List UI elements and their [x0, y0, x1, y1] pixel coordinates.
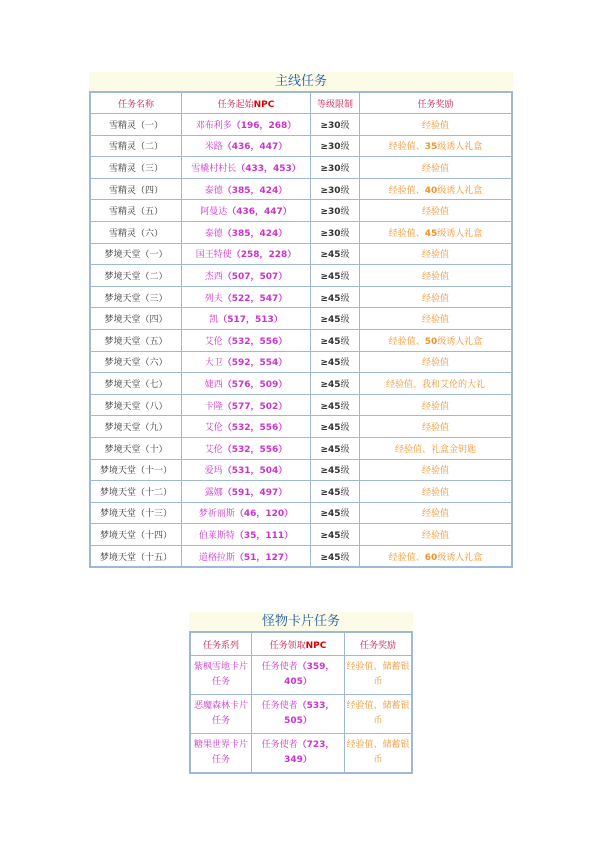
table-row: [90, 157, 512, 179]
reward-text: 经验值: [421, 531, 449, 542]
reward-level: 35: [424, 142, 438, 153]
quest-reward: [360, 394, 513, 416]
quest-reward: [360, 502, 513, 524]
npc-coord: （51，127）: [234, 552, 294, 563]
card-npc: [252, 734, 345, 774]
quest-name: 雪精灵（四）: [90, 178, 182, 200]
level-value: ≥45: [320, 423, 341, 434]
npc-coord: （533，505）: [284, 701, 335, 726]
level-unit: 级: [340, 531, 350, 542]
level-unit: 级: [340, 163, 350, 174]
quest-npc: [182, 373, 311, 395]
npc-coord: （592，554）: [222, 358, 288, 369]
table-row: [90, 437, 512, 459]
card-series: 恶魔森林卡片任务: [190, 695, 252, 734]
level-value: ≥45: [320, 531, 341, 542]
table-row: [90, 329, 512, 351]
table-row: [90, 178, 512, 200]
reward-level: 50: [424, 336, 438, 347]
header-npc: [182, 92, 311, 114]
npc-name: 阿曼达: [200, 207, 228, 218]
quest-npc: [182, 545, 311, 567]
reward-text: 经验值: [421, 487, 449, 498]
npc-name: 大卫: [204, 358, 223, 369]
npc-coord: （531，504）: [222, 466, 288, 477]
quest-npc: [182, 221, 311, 243]
level-value: ≥45: [320, 293, 341, 304]
level-value: ≥45: [320, 315, 341, 326]
quest-level: [311, 373, 360, 395]
header-reward: 任务奖励: [345, 632, 413, 656]
quest-name: 梦境天堂（十四）: [90, 524, 182, 546]
npc-coord: （532，556）: [222, 336, 288, 347]
level-unit: 级: [340, 228, 350, 239]
npc-name: 任务使者: [261, 662, 298, 672]
quest-name: 雪精灵（二）: [90, 135, 182, 157]
reward-text: 经验值: [421, 423, 449, 434]
quest-npc: [182, 157, 311, 179]
table-row: [190, 734, 412, 774]
quest-name: 梦境天堂（二）: [90, 265, 182, 287]
level-value: ≥45: [320, 401, 341, 412]
npc-coord: （359，405）: [284, 662, 335, 687]
reward-text: 经验值: [421, 509, 449, 520]
quest-reward: [360, 545, 513, 567]
quest-reward: [360, 200, 513, 222]
reward-text: 经验值: [421, 358, 449, 369]
quest-reward: [360, 178, 513, 200]
quest-level: [311, 178, 360, 200]
quest-name: 梦境天堂（十三）: [90, 502, 182, 524]
reward-prefix: 经验值、: [388, 142, 425, 153]
table-row: [190, 656, 412, 695]
header-npc: [252, 632, 345, 656]
table-row: [90, 481, 512, 503]
npc-name: 艾伦: [204, 336, 223, 347]
reward-level: 40: [424, 185, 438, 196]
npc-coord: （35，111）: [234, 531, 294, 542]
npc-coord: （577，502）: [222, 401, 288, 412]
quest-level: [311, 545, 360, 567]
quest-npc: [182, 524, 311, 546]
header-level: 等级限制: [311, 92, 360, 114]
npc-coord: （507，507）: [222, 271, 288, 282]
quest-level: [311, 265, 360, 287]
reward-prefix: 经验值、: [388, 185, 425, 196]
header-npc-prefix: 任务领取: [269, 640, 306, 651]
header-reward: 任务奖励: [360, 92, 513, 114]
npc-name: 任务使者: [261, 701, 298, 711]
table-row: [90, 308, 512, 330]
npc-name: 杰西: [204, 271, 223, 282]
quest-level: [311, 437, 360, 459]
quest-name: 梦境天堂（六）: [90, 351, 182, 373]
table-row: [190, 695, 412, 734]
card-series: 紫枫雪地卡片任务: [190, 656, 252, 695]
table-row: [90, 502, 512, 524]
card-npc: [252, 656, 345, 695]
quest-npc: [182, 502, 311, 524]
quest-npc: [182, 416, 311, 438]
level-value: ≥45: [320, 336, 341, 347]
npc-name: 伯莱斯特: [198, 531, 235, 542]
table-row: [90, 265, 512, 287]
quest-level: [311, 481, 360, 503]
quest-level: [311, 416, 360, 438]
header-npc-suffix: NPC: [253, 99, 275, 110]
reward-text: 经验值: [421, 120, 449, 131]
npc-coord: （532，556）: [222, 444, 288, 455]
quest-reward: [360, 373, 513, 395]
table-row: [90, 286, 512, 308]
quest-level: [311, 135, 360, 157]
level-value: ≥45: [320, 444, 341, 455]
level-unit: 级: [340, 401, 350, 412]
quest-level: [311, 243, 360, 265]
quest-reward: [360, 329, 513, 351]
table-row: [90, 459, 512, 481]
quest-reward: [360, 157, 513, 179]
quest-level: [311, 308, 360, 330]
quest-npc: [182, 114, 311, 136]
npc-name: 邓布利多: [195, 120, 232, 131]
npc-name: 列夫: [204, 293, 223, 304]
quest-level: [311, 200, 360, 222]
quest-level: [311, 114, 360, 136]
reward-prefix: 经验值、: [388, 228, 425, 239]
level-unit: 级: [340, 293, 350, 304]
npc-name: 卡隆: [204, 401, 223, 412]
level-unit: 级: [340, 207, 350, 218]
npc-coord: （436，447）: [227, 207, 292, 218]
quest-reward: [360, 265, 513, 287]
header-name: 任务名称: [90, 92, 182, 114]
quest-npc: [182, 351, 311, 373]
card-reward: 经验值、储蓄银币: [345, 656, 413, 695]
level-unit: 级: [340, 315, 350, 326]
quest-level: [311, 502, 360, 524]
quest-name: 雪精灵（三）: [90, 157, 182, 179]
npc-coord: （723，349）: [284, 740, 335, 765]
quest-reward: [360, 437, 513, 459]
level-value: ≥30: [320, 185, 341, 196]
reward-prefix: 经验值、: [388, 552, 425, 563]
reward-text: 经验值: [421, 163, 449, 174]
quest-name: 梦境天堂（九）: [90, 416, 182, 438]
card-quest-title: 怪物卡片任务: [189, 612, 413, 632]
npc-name: 道格拉斯: [198, 552, 235, 563]
level-unit: 级: [340, 336, 350, 347]
level-unit: 级: [340, 487, 350, 498]
quest-reward: [360, 524, 513, 546]
npc-name: 雪橇村村长: [191, 163, 237, 174]
reward-level: 45: [424, 228, 438, 239]
level-unit: 级: [340, 552, 350, 563]
level-unit: 级: [340, 358, 350, 369]
reward-level: 60: [424, 552, 438, 563]
npc-coord: （385，424）: [222, 228, 288, 239]
quest-npc: [182, 286, 311, 308]
quest-npc: [182, 243, 311, 265]
npc-coord: （433，453）: [236, 163, 301, 174]
level-value: ≥45: [320, 552, 341, 563]
level-unit: 级: [340, 444, 350, 455]
table-header-row: [90, 92, 512, 114]
table-row: [90, 221, 512, 243]
quest-reward: [360, 351, 513, 373]
level-unit: 级: [340, 185, 350, 196]
reward-suffix: 级诱人礼盒: [437, 228, 483, 239]
quest-npc: [182, 308, 311, 330]
reward-text: 经验值: [421, 293, 449, 304]
quest-level: [311, 394, 360, 416]
reward-text: 经验值: [421, 250, 449, 261]
npc-name: 泰德: [204, 185, 223, 196]
card-series: 糖果世界卡片任务: [190, 734, 252, 774]
level-unit: 级: [340, 271, 350, 282]
main-quest-title: 主线任务: [89, 72, 513, 92]
quest-npc: [182, 200, 311, 222]
table-row: [90, 200, 512, 222]
reward-text: 经验值、礼盒金钥匙: [394, 444, 476, 455]
table-header-row: [190, 632, 412, 656]
table-row: [90, 243, 512, 265]
quest-reward: [360, 243, 513, 265]
level-unit: 级: [340, 509, 350, 520]
npc-name: 艾伦: [204, 444, 223, 455]
quest-level: [311, 351, 360, 373]
quest-level: [311, 459, 360, 481]
quest-level: [311, 157, 360, 179]
quest-name: 雪精灵（五）: [90, 200, 182, 222]
quest-reward: [360, 221, 513, 243]
npc-name: 露娜: [204, 487, 223, 498]
quest-npc: [182, 459, 311, 481]
quest-level: [311, 286, 360, 308]
npc-name: 米路: [204, 142, 223, 153]
quest-reward: [360, 114, 513, 136]
header-series: 任务系列: [190, 632, 252, 656]
reward-text: 经验值: [421, 271, 449, 282]
table-row: [90, 545, 512, 567]
quest-reward: [360, 416, 513, 438]
quest-name: 雪精灵（六）: [90, 221, 182, 243]
quest-npc: [182, 265, 311, 287]
quest-npc: [182, 135, 311, 157]
quest-reward: [360, 286, 513, 308]
level-unit: 级: [340, 423, 350, 434]
npc-coord: （576，509）: [222, 379, 288, 390]
quest-name: 梦境天堂（五）: [90, 329, 182, 351]
table-row: [90, 394, 512, 416]
quest-name: 梦境天堂（七）: [90, 373, 182, 395]
quest-npc: [182, 394, 311, 416]
level-value: ≥30: [320, 207, 341, 218]
npc-coord: （532，556）: [222, 423, 288, 434]
npc-name: 凯: [209, 315, 219, 326]
npc-coord: （436，447）: [222, 142, 288, 153]
npc-name: 梦祈丽斯: [198, 509, 235, 520]
level-value: ≥45: [320, 379, 341, 390]
table-row: [90, 135, 512, 157]
level-value: ≥45: [320, 509, 341, 520]
quest-reward: [360, 135, 513, 157]
table-row: [90, 524, 512, 546]
npc-name: 国王特使: [195, 250, 232, 261]
level-value: ≥45: [320, 466, 341, 477]
reward-suffix: 级诱人礼盒: [437, 142, 483, 153]
quest-name: 梦境天堂（十一）: [90, 459, 182, 481]
table-row: [90, 114, 512, 136]
table-row: [90, 416, 512, 438]
level-value: ≥30: [320, 228, 341, 239]
quest-name: 梦境天堂（四）: [90, 308, 182, 330]
reward-suffix: 级诱人礼盒: [437, 336, 483, 347]
level-value: ≥45: [320, 358, 341, 369]
npc-name: 任务使者: [261, 740, 298, 750]
card-reward: 经验值、储蓄银币: [345, 695, 413, 734]
reward-suffix: 级诱人礼盒: [437, 185, 483, 196]
level-value: ≥30: [320, 142, 341, 153]
table-row: [90, 373, 512, 395]
quest-name: 梦境天堂（八）: [90, 394, 182, 416]
reward-suffix: 级诱人礼盒: [437, 552, 483, 563]
quest-npc: [182, 329, 311, 351]
quest-level: [311, 221, 360, 243]
npc-name: 泰德: [204, 228, 223, 239]
level-unit: 级: [340, 466, 350, 477]
quest-npc: [182, 178, 311, 200]
quest-reward: [360, 308, 513, 330]
level-unit: 级: [340, 120, 350, 131]
level-unit: 级: [340, 250, 350, 261]
reward-text: 经验值: [421, 315, 449, 326]
npc-name: 爱玛: [204, 466, 223, 477]
npc-name: 艾伦: [204, 423, 223, 434]
reward-text: 经验值: [421, 401, 449, 412]
level-unit: 级: [340, 379, 350, 390]
npc-coord: （46，120）: [234, 509, 294, 520]
level-value: ≥45: [320, 271, 341, 282]
npc-coord: （385，424）: [222, 185, 288, 196]
level-value: ≥30: [320, 163, 341, 174]
level-value: ≥45: [320, 250, 341, 261]
card-npc: [252, 695, 345, 734]
npc-name: 婕西: [204, 379, 223, 390]
main-quest-table: [89, 91, 513, 568]
card-quest-table: [189, 631, 413, 774]
quest-reward: [360, 459, 513, 481]
npc-coord: （591，497）: [222, 487, 288, 498]
npc-coord: （522，547）: [222, 293, 288, 304]
npc-coord: （517，513）: [218, 315, 283, 326]
quest-name: 梦境天堂（三）: [90, 286, 182, 308]
quest-name: 梦境天堂（一）: [90, 243, 182, 265]
level-value: ≥30: [320, 120, 341, 131]
quest-npc: [182, 437, 311, 459]
quest-name: 雪精灵（一）: [90, 114, 182, 136]
card-reward: 经验值、储蓄银币: [345, 734, 413, 774]
quest-name: 梦境天堂（十五）: [90, 545, 182, 567]
quest-name: 梦境天堂（十二）: [90, 481, 182, 503]
reward-text: 经验值: [421, 207, 449, 218]
npc-coord: （258，228）: [231, 250, 297, 261]
reward-text: 经验值、我和艾伦的大礼: [385, 379, 485, 390]
quest-npc: [182, 481, 311, 503]
quest-level: [311, 524, 360, 546]
reward-prefix: 经验值、: [388, 336, 425, 347]
header-npc-suffix: NPC: [305, 640, 327, 651]
reward-text: 经验值: [421, 466, 449, 477]
level-unit: 级: [340, 142, 350, 153]
npc-coord: （196，268）: [231, 120, 297, 131]
table-row: [90, 351, 512, 373]
quest-level: [311, 329, 360, 351]
quest-reward: [360, 481, 513, 503]
header-npc-prefix: 任务起始: [217, 99, 254, 110]
level-value: ≥45: [320, 487, 341, 498]
quest-name: 梦境天堂（十）: [90, 437, 182, 459]
